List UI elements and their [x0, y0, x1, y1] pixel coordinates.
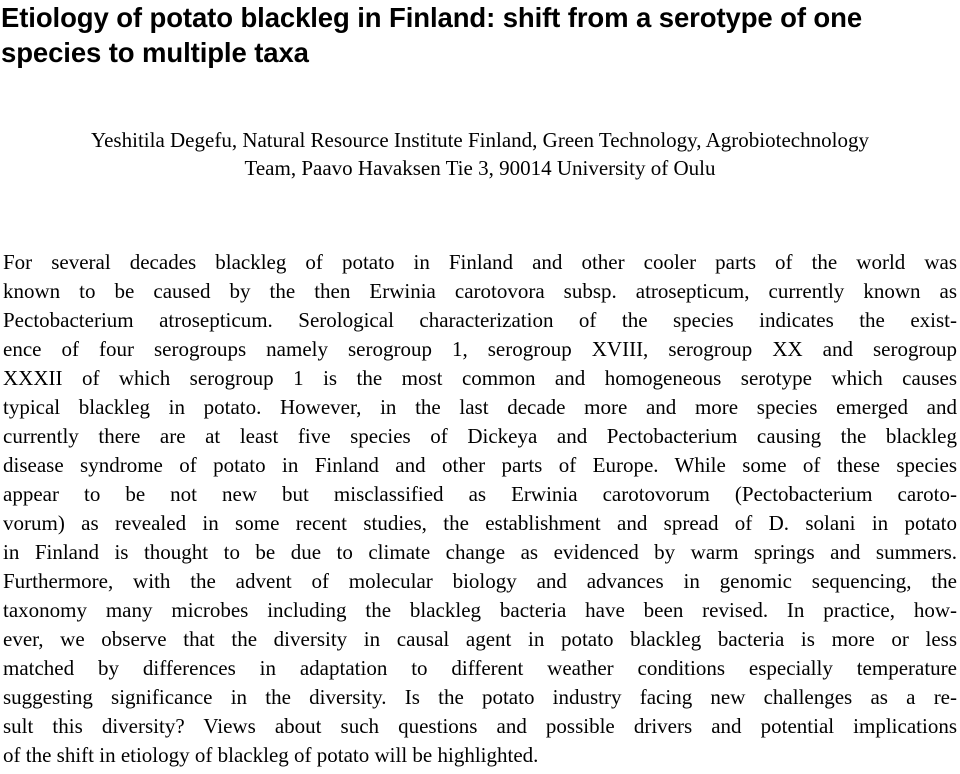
abstract-line: Furthermore, with the advent of molecular biology and advances in genomic sequencing, the [3, 569, 957, 593]
abstract-line: matched by differences in adaptation to different weather conditions especially temperature [3, 656, 957, 680]
abstract-line: ence of four serogroups namely serogroup 1, serogroup XVIII, serogroup XX and serogroup [3, 337, 957, 361]
abstract-line: currently there are at least five species of Dickeya and Pectobacterium causing the blackleg [3, 424, 957, 448]
abstract-line: typical blackleg in potato. However, in the last decade more and more species emerged and [3, 395, 957, 419]
author-line: Yeshitila Degefu, Natural Resource Institute Finland, Green Technology, Agrobiotechnology [91, 128, 869, 152]
abstract-line: of the shift in etiology of blackleg of potato will be highlighted. [3, 743, 539, 767]
abstract-body [3, 248, 957, 770]
author-affiliation [0, 126, 960, 182]
abstract-line: disease syndrome of potato in Finland and other parts of Europe. While some of these species [3, 453, 957, 477]
abstract-line: XXXII of which serogroup 1 is the most common and homogeneous serotype which causes [3, 366, 957, 390]
abstract-line: known to be caused by the then Erwinia carotovora subsp. atrosepticum, currently known as [3, 279, 957, 303]
title-line: Etiology of potato blackleg in Finland: shift from a serotype of one [1, 2, 863, 33]
abstract-line: in Finland is thought to be due to climate change as evidenced by warm springs and summers. [3, 540, 957, 564]
abstract-line: suggesting significance in the diversity. Is the potato industry facing new challenges as a re- [3, 685, 957, 709]
abstract-line: sult this diversity? Views about such questions and possible drivers and potential implications [3, 714, 957, 738]
abstract-line: taxonomy many microbes including the blackleg bacteria have been revised. In practice, how- [3, 598, 957, 622]
abstract-line: appear to be not new but misclassified as Erwinia carotovorum (Pectobacterium caroto- [3, 482, 957, 506]
abstract-line: For several decades blackleg of potato in Finland and other cooler parts of the world was [3, 250, 957, 274]
paper-title [1, 0, 959, 70]
author-line: Team, Paavo Havaksen Tie 3, 90014 University of Oulu [244, 156, 716, 180]
title-line: species to multiple taxa [1, 37, 309, 68]
abstract-line: ever, we observe that the diversity in causal agent in potato blackleg bacteria is more or less [3, 627, 957, 651]
abstract-line: vorum) as revealed in some recent studies, the establishment and spread of D. solani in potato [3, 511, 957, 535]
abstract-line: Pectobacterium atrosepticum. Serological characterization of the species indicates the exist- [3, 308, 957, 332]
